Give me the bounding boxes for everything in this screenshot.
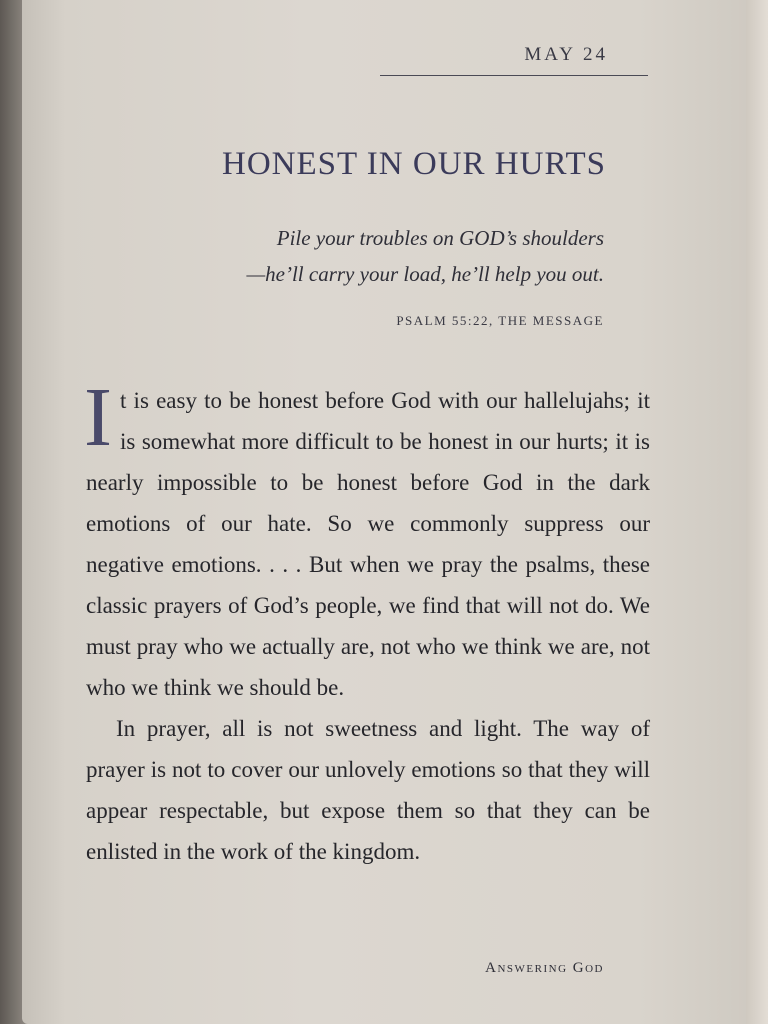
drop-cap: I bbox=[84, 371, 112, 464]
page-title: HONEST IN OUR HURTS bbox=[221, 146, 606, 182]
source-title: Answering God bbox=[485, 960, 604, 976]
paragraph-2: In prayer, all is not sweetness and light. The way of prayer is not to cover our unlovely emotions so that they will appear respectable, but expose them so that they can be enlisted in the work of the kingdom. bbox=[86, 716, 650, 864]
header-rule bbox=[380, 75, 648, 76]
page-date: MAY 24 bbox=[524, 44, 608, 65]
paragraph-1-text: t is easy to be honest before God with our hallelujahs; it is somewhat more difficult to be honest in our hurts; it is nearly impossible to be honest before God in the dark emotions of our hate. So we commonly suppress our negative emotions. . . . But when we pray the psalms, these classic prayers of God’s people, we find that will not do. We must pray who we actually are, not who we think we are, not who we think we should be. bbox=[86, 388, 650, 700]
book-page bbox=[22, 0, 746, 1024]
body-text bbox=[84, 371, 650, 872]
epigraph-line-1: Pile your troubles on GOD’s shoulders bbox=[276, 226, 604, 250]
epigraph bbox=[84, 220, 604, 292]
paragraph-1 bbox=[84, 371, 650, 708]
epigraph-line-2: —he’ll carry your load, he’ll help you out. bbox=[246, 262, 604, 286]
epigraph-citation: PSALM 55:22, THE MESSAGE bbox=[396, 313, 604, 328]
